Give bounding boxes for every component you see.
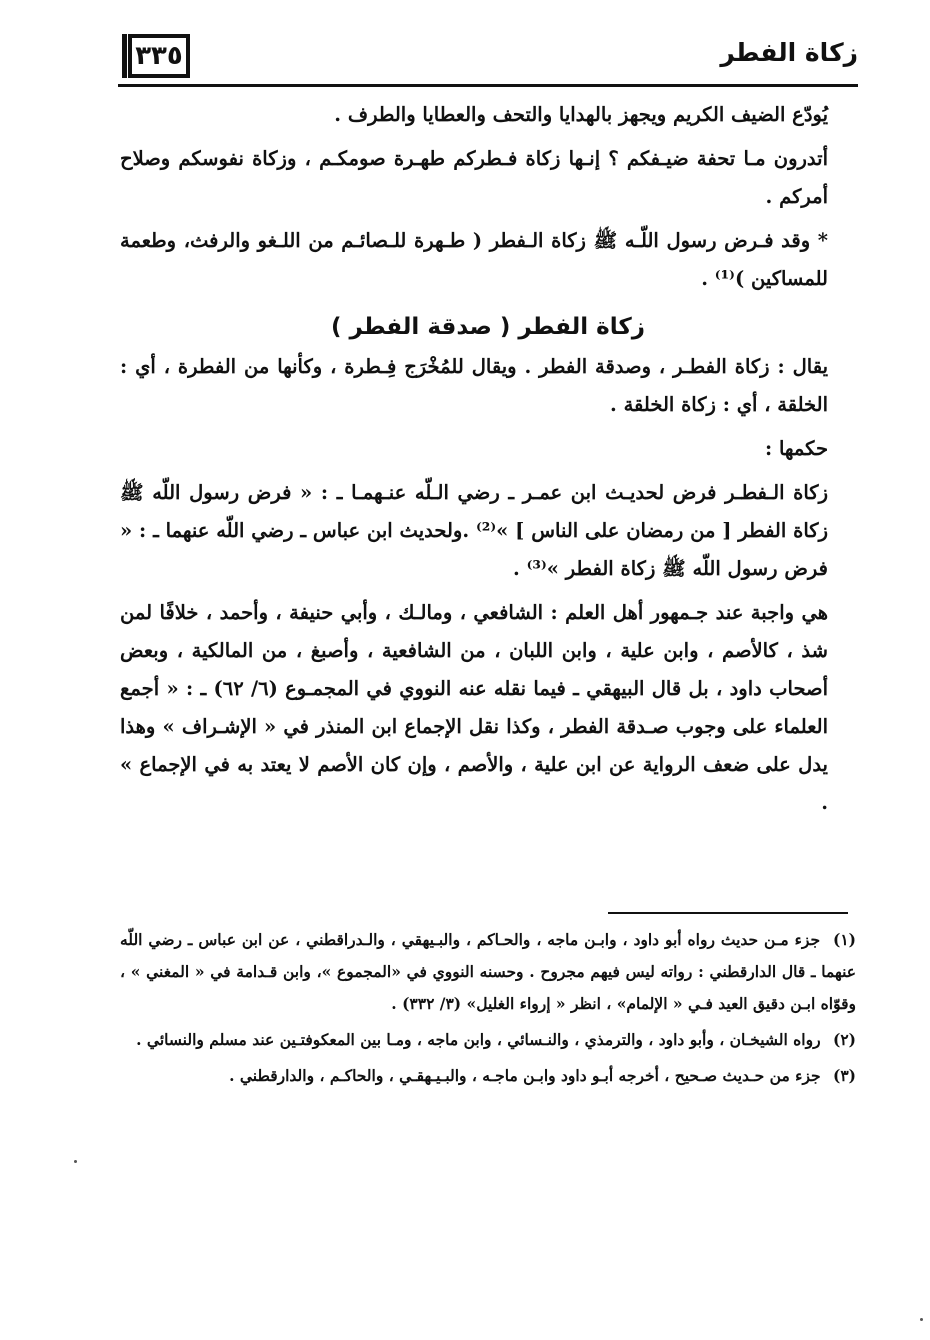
footnote-text: رواه الشيخـان ، وأبو داود ، والترمذي ، والنـسائي ، وابن ماجه ، ومـا بين المعكوفتـين عند مسلم والنسائي .	[136, 1030, 821, 1049]
scan-speck	[74, 1160, 77, 1163]
sub-heading: حكمها :	[764, 437, 828, 460]
scan-speck	[920, 1318, 923, 1321]
footnote-text: جزء مـن حديث رواه أبو داود ، وابـن ماجه ، والحـاكم ، والبـيهقي ، والـدراقطني ، عن ابن عباس ـ رضي اللّه عنهما ـ قال الدارقطني : رواته ليس فيهم مجروح . وحسنه النووي في «المجموع »، وابن قـدامة في « المغني » ، وقوّاه ابـن دقيق العيد فـي « الإلمام» ، انظر « إرواء الغليل» (٣/ ٣٣٢) .	[120, 930, 856, 1013]
footnote-marker: (٢)	[832, 1030, 856, 1049]
footnote-marker: (١)	[832, 930, 856, 949]
running-title: زكاة الفطر	[720, 38, 858, 67]
paragraph: زكاة الـفطـر فرض لحديـث ابن عمـر ـ رضي الـلّه عنـهمـا ـ : « فرض رسول اللّه ﷺ زكاة الفطر [ من رمضان على الناس ] »⁽²⁾ .ولحديث ابن عباس ـ رضي اللّه عنهما ـ : « فرض رسول اللّه ﷺ زكاة الفطر »⁽³⁾ .	[120, 481, 828, 580]
footnotes	[120, 924, 856, 1096]
paragraph: يُودّع الضيف الكريم ويجهز بالهدايا والتحف والعطايا والطرف .	[334, 103, 828, 126]
paragraph: هي واجبة عند جـمهور أهل العلم : الشافعي ، ومالـك ، وأبي حنيفة ، وأحمد ، خلافًا لمن شذ ، كالأصم ، وابن علية ، وابن اللبان ، من الشافعية ، وأصبغ ، من المالكية ، وبعض أصحاب داود ، بل قال البيهقي ـ فيما نقله عنه النووي في المجمـوع (٦/ ٦٢) ـ : « أجمع العلماء على وجوب صـدقة الفطر ، وكذا نقل الإجماع ابن المنذر في « الإشـراف » وهذا يدل على ضعف الرواية عن ابن علية ، والأصم ، وإن كان الأصم لا يعتد به في الإجماع » .	[120, 601, 829, 814]
paragraph: أتدرون مـا تحفة ضيـفكم ؟ إنـها زكاة فـطركم طهـرة صومكـم ، وزكاة نفوسكم وصلاح أمركم .	[120, 147, 828, 208]
footnote	[120, 924, 856, 1020]
footnote-text: جزء من حـديث صـحيح ، أخرجه أبـو داود وابـن ماجـه ، والبـيـهقـي ، والحاكـم ، والدارقطني .	[229, 1066, 821, 1085]
paragraph: يقال : زكاة الفطـر ، وصدقة الفطر . ويقال للمُخْرَج فِـطرة ، وكأنها من الفطرة ، أي : الخلقة ، أي : زكاة الخلقة .	[120, 355, 828, 416]
footnote-marker: (٣)	[832, 1066, 856, 1085]
footnote	[120, 1024, 856, 1056]
page-number: ٣٣٥	[128, 34, 190, 78]
section-heading: زكاة الفطر ( صدقة الفطر )	[331, 314, 645, 340]
header-rule	[118, 84, 858, 87]
main-text	[120, 96, 856, 828]
page-header	[118, 28, 858, 90]
paragraph: * وقد فـرض رسول اللّـه ﷺ زكاة الـفطر ( طـهرة للـصائـم من اللـغو والرفث، وطعمة للمساكين )⁽¹⁾ .	[120, 229, 828, 290]
footnote	[120, 1060, 856, 1092]
footnote-rule	[608, 912, 848, 914]
